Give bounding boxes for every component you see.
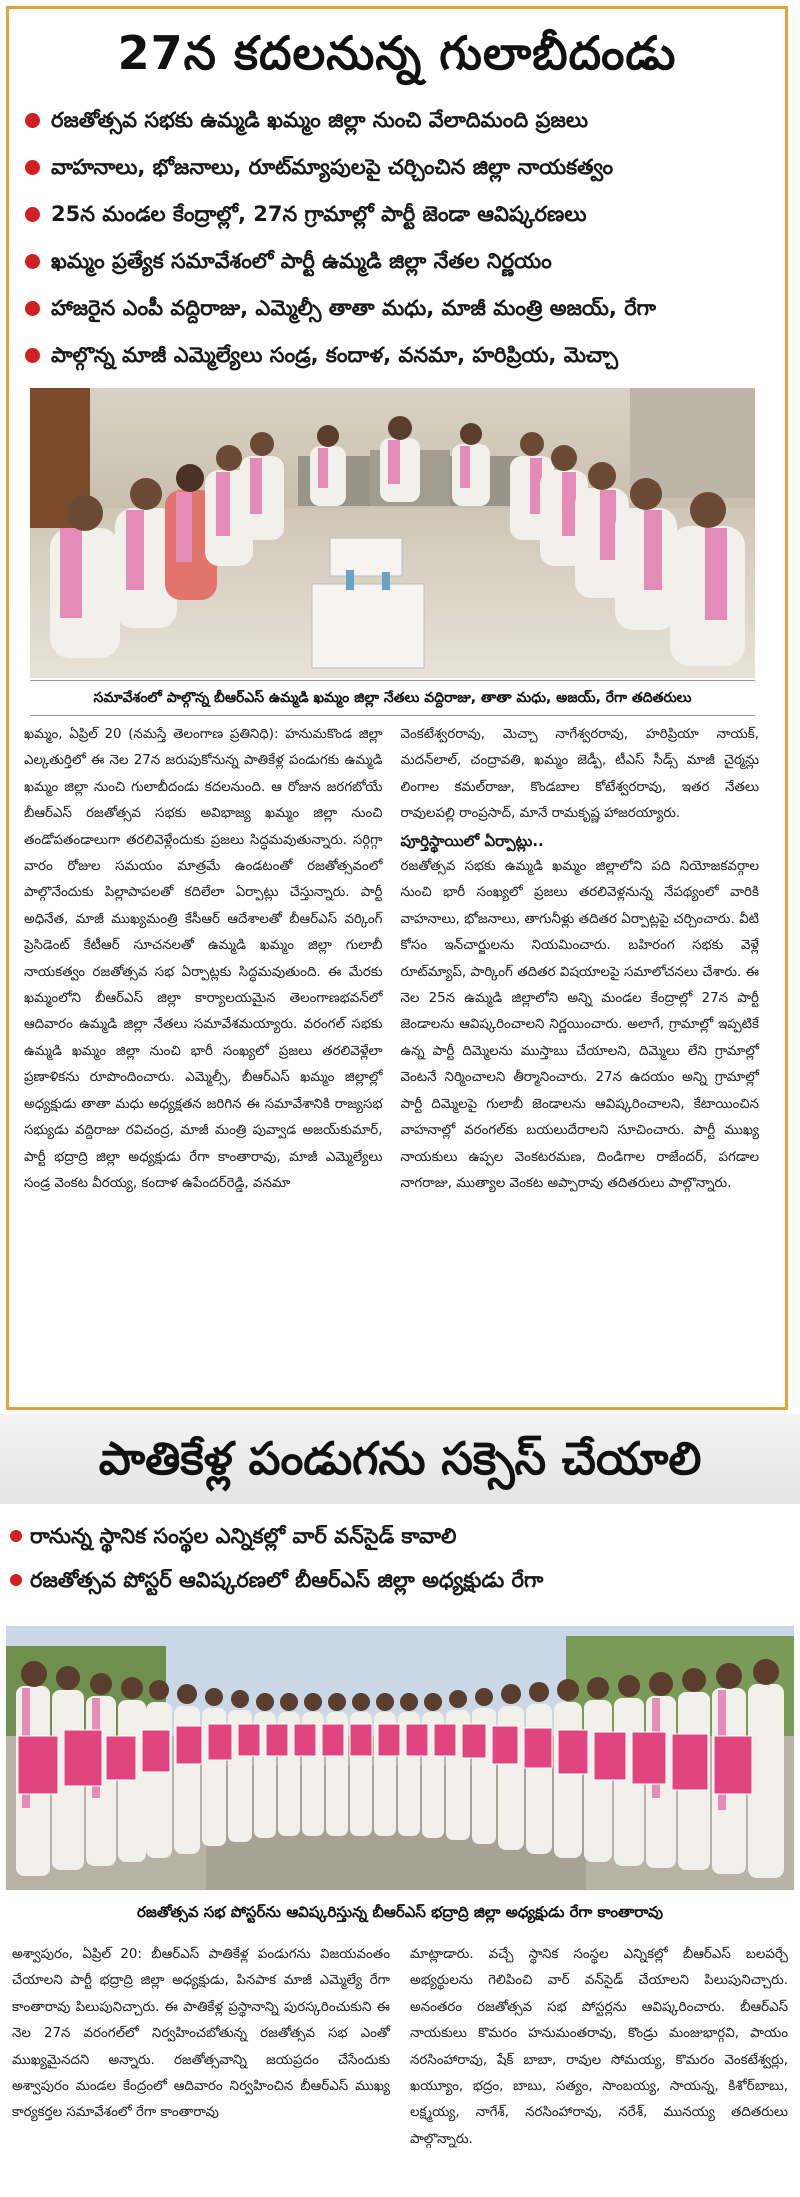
bullet-dot-icon [25, 348, 40, 363]
list-item: 25న మండల కేంద్రాల్లో, 27న గ్రామాల్లో పార్టీ జెండా ఆవిష్కరణలు [21, 191, 785, 238]
list-item: రానున్న స్థానిక సంస్థల ఎన్నికల్లో వార్ వన్‌సైడ్ కావాలి [8, 1514, 800, 1558]
article-2-body [12, 1942, 788, 2192]
poster-unveiling-photo [6, 1626, 794, 1890]
article-2-body-left: అశ్వాపురం, ఏప్రిల్ 20: బీఆర్ఎస్ పాతికేళ్ల పండుగను విజయవంతం చేయాలని పార్టీ భద్రాద్రి జిల్లా అధ్యక్షుడు, పినపాక మాజీ ఎమ్మెల్యే రేగా కాంతారావు పిలుపునిచ్చారు. ఈ పాతికేళ్ల ప్రస్థానాన్ని పురస్కరించుకుని ఈ నెల 27న వరంగల్‌లో నిర్వహించబోతున్న రజతోత్సవ సభ ఎంతో ముఖ్యమైనదని అన్నారు. రజతోత్సవాన్ని జయప్రదం చేసేందుకు అశ్వాపురం మండల కేంద్రంలో ఆదివారం నిర్వహించిన బీఆర్ఎస్ ముఖ్య కార్యకర్తల సమావేశంలో రేగా కాంతారావు [12, 1947, 390, 2121]
article-2-photo-caption: రజతోత్సవ సభ పోస్టర్‌ను ఆవిష్కరిస్తున్న బీఆర్ఎస్ భద్రాద్రి జిల్లా అధ్యక్షుడు రేగా కాంతారావు [137, 1903, 663, 1921]
bullet-dot-icon [25, 160, 40, 175]
bullet-dot-icon [25, 207, 40, 222]
bullet-dot-icon [10, 1530, 22, 1542]
bullet-dot-icon [10, 1574, 22, 1586]
article-1-bullets [9, 97, 785, 379]
list-item: రజతోత్సవ సభకు ఉమ్మడి ఖమ్మం జిల్లా నుంచి వేలాదిమంది ప్రజలు [21, 97, 785, 144]
article-1-body [24, 722, 759, 1392]
list-item: రజతోత్సవ పోస్టర్ ఆవిష్కరణలో బీఆర్ఎస్ జిల్లా అధ్యక్షుడు రేగా [8, 1558, 800, 1602]
bullet-dot-icon [25, 301, 40, 316]
article-2-bullets [0, 1514, 800, 1602]
article-1-photo-caption: సమావేశంలో పాల్గొన్న బీఆర్ఎస్ ఉమ్మడి ఖమ్మం జిల్లా నేతలు వద్దిరాజు, తాతా మధు, అజయ్, రేగా తదితరులు [30, 680, 755, 716]
list-item: పాల్గొన్న మాజీ ఎమ్మెల్యేలు సండ్ర, కందాళ, వనమా, హరిప్రియ, మెచ్చా [21, 332, 785, 379]
meeting-photo [30, 388, 755, 678]
article-2-body-right: మాట్లాడారు. వచ్చే స్థానిక సంస్థల ఎన్నికల్లో బీఆర్ఎస్ బలపర్చే అభ్యర్థులను గెలిపించి వార్ వన్‌సైడ్ చేయాలని పిలుపునిచ్చారు. అనంతరం రజతోత్సవ సభ పోస్టర్లను ఆవిష్కరించారు. బీఆర్ఎస్ నాయకులు కొమరం హనుమంతరావు, కొండ్రు మంజుభార్గవి, పాయం నరసింహారావు, షేక్ బాబా, రావుల సోమయ్య, కొమరం వెంకటేశ్వర్లు, ఖయ్యూం, భద్రం, బాబు, సత్యం, సాంబయ్య, సాయన్న, కిశోర్‌బాబు, లక్ష్మయ్య, నాగేశ్, నరసింహారావు, నరేశ్, మునయ్య తదితరులు పాల్గొన్నారు. [410, 1947, 788, 2147]
article-1-body-right [401, 722, 760, 1392]
list-item: వాహనాలు, భోజనాలు, రూట్‌మ్యాపులపై చర్చించిన జిల్లా నాయకత్వం [21, 144, 785, 191]
article-1-body-right-part-1: వెంకటేశ్వరరావు, మెచ్చా నాగేశ్వరరావు, హరిప్రియా నాయక్, మదన్‌లాల్, చంద్రావతి, ఖమ్మం జెడ్పీ, టీఎస్ సీడ్స్ మాజీ చైర్మన్లు లింగాల కమల్‌రాజు, కొండబాల కోటేశ్వరరావు, ఇతర నేతలు రావులపల్లి రాంప్రసాద్, మానే రామకృష్ణ హాజరయ్యారు. [400, 727, 759, 822]
list-item: ఖమ్మం ప్రత్యేక సమావేశంలో పార్టీ ఉమ్మడి జిల్లా నేతల నిర్ణయం [21, 238, 785, 285]
article-2-headline: పాతికేళ్ల పండుగను సక్సెస్ చేయాలి [0, 1414, 800, 1504]
bullet-dot-icon [25, 113, 40, 128]
article-1-subhead: పూర్తిస్థాయిలో ఏర్పాట్లు.. [400, 831, 544, 850]
article-1-body-right-part-2: రజతోత్సవ సభకు ఉమ్మడి ఖమ్మం జిల్లాలోని పది నియోజకవర్గాల నుంచి భారీ సంఖ్యలో ప్రజలు తరలివెళ్లనున్న నేపథ్యంలో వారికి వాహనాలు, భోజనాలు, తాగునీళ్లు తదితర ఏర్పాట్లపై చర్చించారు. వీటి కోసం ఇన్‌చార్జులను నియమించారు. బహిరంగ సభకు వెళ్లే రూట్‌మ్యాప్, పార్కింగ్ తదితర విషయాలపై సమాలోచనలు చేశారు. ఈ నెల 25న ఉమ్మడి జిల్లాలోని అన్ని మండల కేంద్రాల్లో 27న పార్టీ జెండాలను ఆవిష్కరించాలని నిర్ణయించారు. అలాగే, గ్రామాల్లో ఇప్పటికే ఉన్న పార్టీ దిమ్మెలను ముస్తాబు చేయాలని, దిమ్మెలు లేని గ్రామాల్లో వెంటనే నిర్మించాలని తీర్మానించారు. 27న ఉదయం అన్ని గ్రామాల్లో పార్టీ దిమ్మెలపై గులాబీ జెండాలను ఆవిష్కరించాలని, కేటాయించిన వాహనాల్లో వరంగల్‌కు బయలుదేరాలని సూచించారు. పార్టీ ముఖ్య నాయకులు ఉప్పల వెంకటరమణ, దిండిగాల రాజేందర్, పగడాల నాగరాజు, ముత్యాల వెంకట అప్పారావు తదితరులు పాల్గొన్నారు. [400, 859, 759, 1191]
list-item: హాజరైన ఎంపీ వద్దిరాజు, ఎమ్మెల్సీ తాతా మధు, మాజీ మంత్రి అజయ్, రేగా [21, 285, 785, 332]
article-1-headline: 27న కదలనున్న గులాబీదండు [117, 26, 677, 80]
article-1-body-left: ఖమ్మం, ఏప్రిల్ 20 (నమస్తే తెలంగాణ ప్రతినిధి): హనుమకొండ జిల్లా ఎల్కతుర్తిలో ఈ నెల 27న జరుపుకోనున్న పాతికేళ్ల పండుగకు ఉమ్మడి ఖమ్మం జిల్లా నుంచి గులాబీదండు కదలనుంది. ఆ రోజున జరగబోయే బీఆర్ఎస్ రజతోత్సవ సభకు అవిభాజ్య ఖమ్మం జిల్లా నుంచి తండోపతండాలుగా తరలివెళ్లేందుకు ప్రజలు సిద్ధమవుతున్నారు. సర్గిగ్గా వారం రోజుల సమయం మాత్రమే ఉండటంతో రజతోత్సవంలో పాల్గొనేందుకు పిల్లాపాపలతో కదిలేలా ఏర్పాట్లు చేస్తున్నారు. పార్టీ అధినేత, మాజీ ముఖ్యమంత్రి కేసీఆర్ ఆదేశాలతో బీఆర్ఎస్ వర్కింగ్ ప్రెసిడెంట్ కేటీఆర్ సూచనలతో ఉమ్మడి ఖమ్మం జిల్లా గులాబీ నాయకత్వం రజతోత్సవ సభ ఏర్పాట్లకు సిద్ధమవుతుంది. ఈ మేరకు ఖమ్మంలోని బీఆర్ఎస్ జిల్లా కార్యాలయమైన తెలంగాణభవన్‌లో ఆదివారం ఉమ్మడి జిల్లా నేతలు సమావేశమయ్యారు. వరంగల్ సభకు ఉమ్మడి ఖమ్మం జిల్లా నుంచి భారీ సంఖ్యలో ప్రజలు తరలివెళ్లేలా ప్రణాళికను రూపొందించారు. ఎమ్మెల్సీ, బీఆర్ఎస్ ఖమ్మం జిల్లాల్లో అధ్యక్షుడు తాతా మధు అధ్యక్షతన జరిగిన ఈ సమావేశానికి రాజ్యసభ సభ్యుడు వద్దిరాజు రవిచంద్ర, మాజీ మంత్రి పువ్వాడ అజయ్‌కుమార్, పార్టీ భద్రాద్రి జిల్లా అధ్యక్షుడు రేగా కాంతారావు, మాజీ ఎమ్మెల్యేలు సండ్ర వెంకట వీరయ్య, కందాళ ఉపేందర్‌రెడ్డి, వనమా [24, 727, 383, 1191]
bullet-dot-icon [25, 254, 40, 269]
